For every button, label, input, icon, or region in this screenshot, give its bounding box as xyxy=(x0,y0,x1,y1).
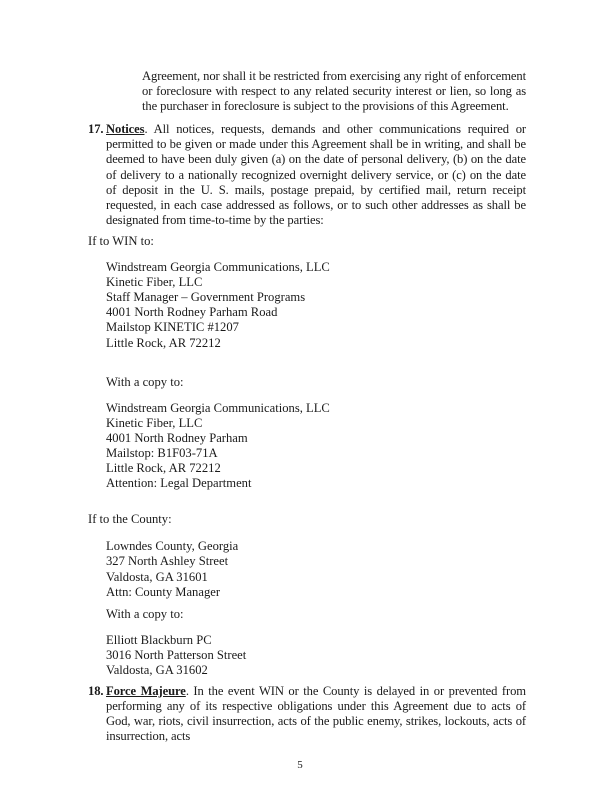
address-line: Lowndes County, Georgia xyxy=(106,539,239,554)
address-line: Attention: Legal Department xyxy=(106,476,252,491)
address-line: 327 North Ashley Street xyxy=(106,554,229,569)
win-copy-address xyxy=(106,401,600,492)
address-line: Staff Manager – Government Programs xyxy=(106,290,306,305)
section-heading: Notices xyxy=(106,122,145,137)
address-line: Windstream Georgia Communications, LLC xyxy=(106,260,330,275)
section-17 xyxy=(88,122,526,228)
section-number: 18. xyxy=(88,684,104,699)
address-line: Attn: County Manager xyxy=(106,584,221,599)
address-line: Little Rock, AR 72212 xyxy=(106,461,221,476)
county-copy-address xyxy=(106,633,600,678)
county-address xyxy=(106,539,600,599)
address-line: Kinetic Fiber, LLC xyxy=(106,415,203,430)
win-label: If to WIN to: xyxy=(88,233,154,248)
address-line: 4001 North Rodney Parham Road xyxy=(106,305,278,320)
page-number: 5 xyxy=(297,759,303,772)
section-number: 17. xyxy=(88,122,104,137)
address-line: Elliott Blackburn PC xyxy=(106,632,212,647)
county-label: If to the County: xyxy=(88,512,172,527)
address-line: Windstream Georgia Communications, LLC xyxy=(106,400,330,415)
win-copy-label: With a copy to: xyxy=(106,374,184,389)
address-line: 4001 North Rodney Parham xyxy=(106,430,248,445)
address-line: Valdosta, GA 31602 xyxy=(106,663,208,677)
section-text: . All notices, requests, demands and other communications required or permitted to be given or made under this Agreement shall be in writing, and shall be deemed to have been duly given (a) on the date of personal delivery, (b) on the date of delivery to a nationally recognized overnight delivery service, or (c) on the date of deposit in the U. S. mails, postage prepaid, by certified mail, return receipt requested, in each case addressed as follows, or to such other addresses as shall be designated from time-to-time by the parties: xyxy=(106,122,526,227)
address-line: Mailstop: B1F03-71A xyxy=(106,445,218,460)
address-line: Mailstop KINETIC #1207 xyxy=(106,320,239,335)
continuation-paragraph: Agreement, nor shall it be restricted from exercising any right of enforcement or foreclosure with respect to any related security interest or lien, so long as the purchaser in foreclosure is subject to the provisions of this Agreement. xyxy=(142,69,526,114)
section-heading: Force Majeure xyxy=(106,684,186,699)
county-copy-label: With a copy to: xyxy=(106,606,184,621)
address-line: Valdosta, GA 31601 xyxy=(106,569,208,584)
address-line: Kinetic Fiber, LLC xyxy=(106,275,203,290)
address-line: Little Rock, AR 72212 xyxy=(106,335,221,350)
section-18 xyxy=(88,684,526,744)
section-text: . In the event WIN or the County is delayed in or prevented from performing any of its respective obligations under this Agreement due to acts of God, war, riots, civil insurrection, acts of the public enemy, strikes, lockouts, acts of insurrection, acts xyxy=(106,684,526,744)
win-address xyxy=(106,260,600,351)
address-line: 3016 North Patterson Street xyxy=(106,647,247,662)
